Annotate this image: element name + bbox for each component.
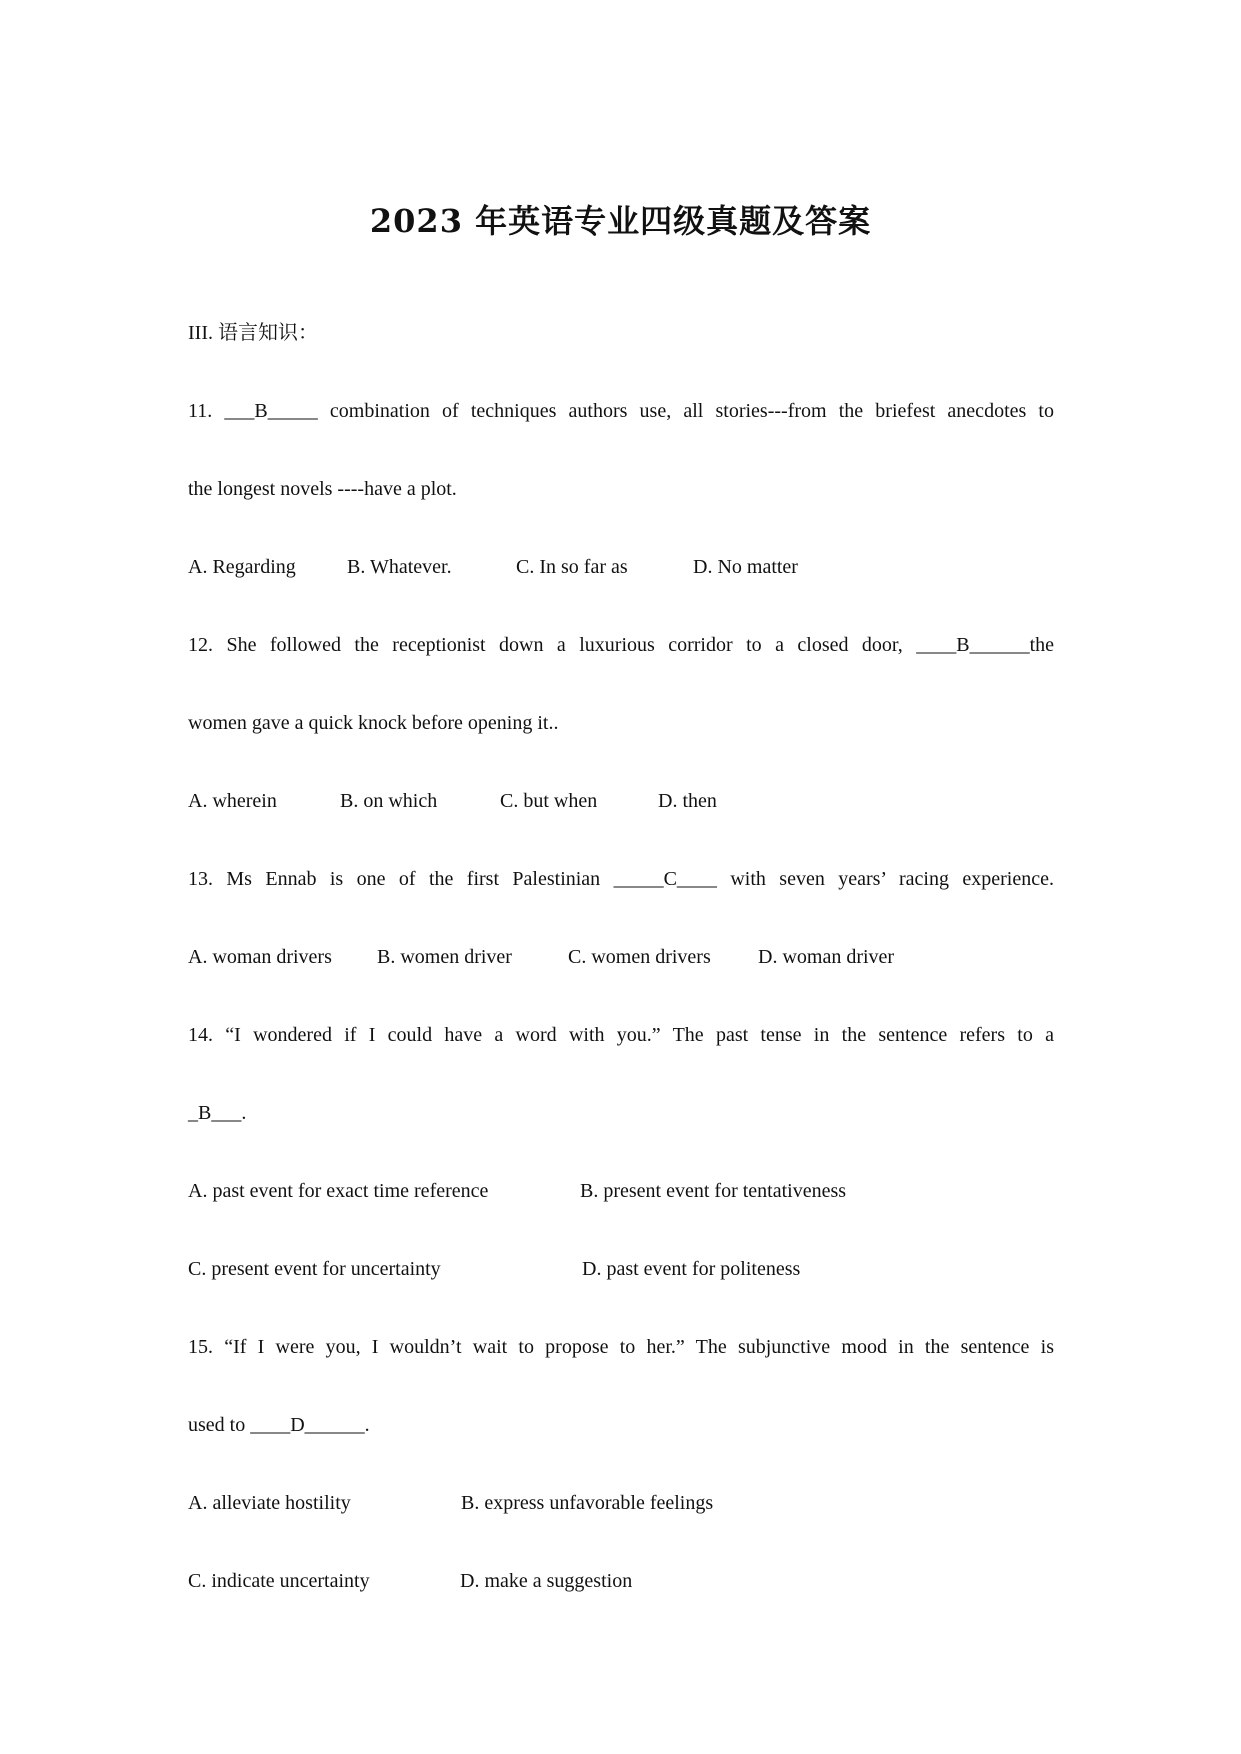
option-c: C. women drivers xyxy=(568,946,711,968)
option-b: B. express unfavorable feelings xyxy=(461,1492,714,1514)
page-title: 2023 年英语专业四级真题及答案 xyxy=(369,202,872,240)
question-11-line-2: the longest novels ----have a plot. xyxy=(188,478,457,500)
question-11-text: 11. ___B_____ combination of techniques authors use, all stories---from the briefest anecdotes to xyxy=(188,400,1054,422)
option-b: B. Whatever. xyxy=(347,556,452,578)
question-14-line-1: 14. “I wondered if I could have a word with you.” The past tense in the sentence refers to a xyxy=(188,1024,1054,1046)
option-d: D. No matter xyxy=(693,556,798,578)
option-c: C. In so far as xyxy=(516,556,628,578)
option-d: D. make a suggestion xyxy=(460,1570,633,1592)
question-13-line-1: 13. Ms Ennab is one of the first Palestinian _____C____ with seven years’ racing experience. xyxy=(188,868,1054,890)
section-heading: III. 语言知识： xyxy=(188,322,318,344)
question-15-line-2: used to ____D______. xyxy=(188,1414,370,1436)
option-c: C. indicate uncertainty xyxy=(188,1570,370,1592)
option-d: D. past event for politeness xyxy=(582,1258,801,1280)
question-15-line-1: 15. “If I were you, I wouldn’t wait to propose to her.” The subjunctive mood in the sentence is xyxy=(188,1336,1054,1358)
option-d: D. then xyxy=(658,790,717,812)
option-a: A. Regarding xyxy=(188,556,296,578)
option-a: A. past event for exact time reference xyxy=(188,1180,489,1202)
question-12-line-2: women gave a quick knock before opening it.. xyxy=(188,712,559,734)
question-11-line-1 xyxy=(188,398,1054,424)
option-b: B. present event for tentativeness xyxy=(580,1180,847,1202)
option-c: C. present event for uncertainty xyxy=(188,1258,441,1280)
option-a: A. alleviate hostility xyxy=(188,1492,351,1514)
option-a: A. wherein xyxy=(188,790,277,812)
question-12-line-1: 12. She followed the receptionist down a luxurious corridor to a closed door, ____B______the xyxy=(188,634,1054,656)
option-b: B. on which xyxy=(340,790,438,812)
option-a: A. woman drivers xyxy=(188,946,332,968)
option-b: B. women driver xyxy=(377,946,512,968)
option-d: D. woman driver xyxy=(758,946,895,968)
option-c: C. but when xyxy=(500,790,598,812)
question-14-line-2: _B___. xyxy=(188,1102,247,1124)
